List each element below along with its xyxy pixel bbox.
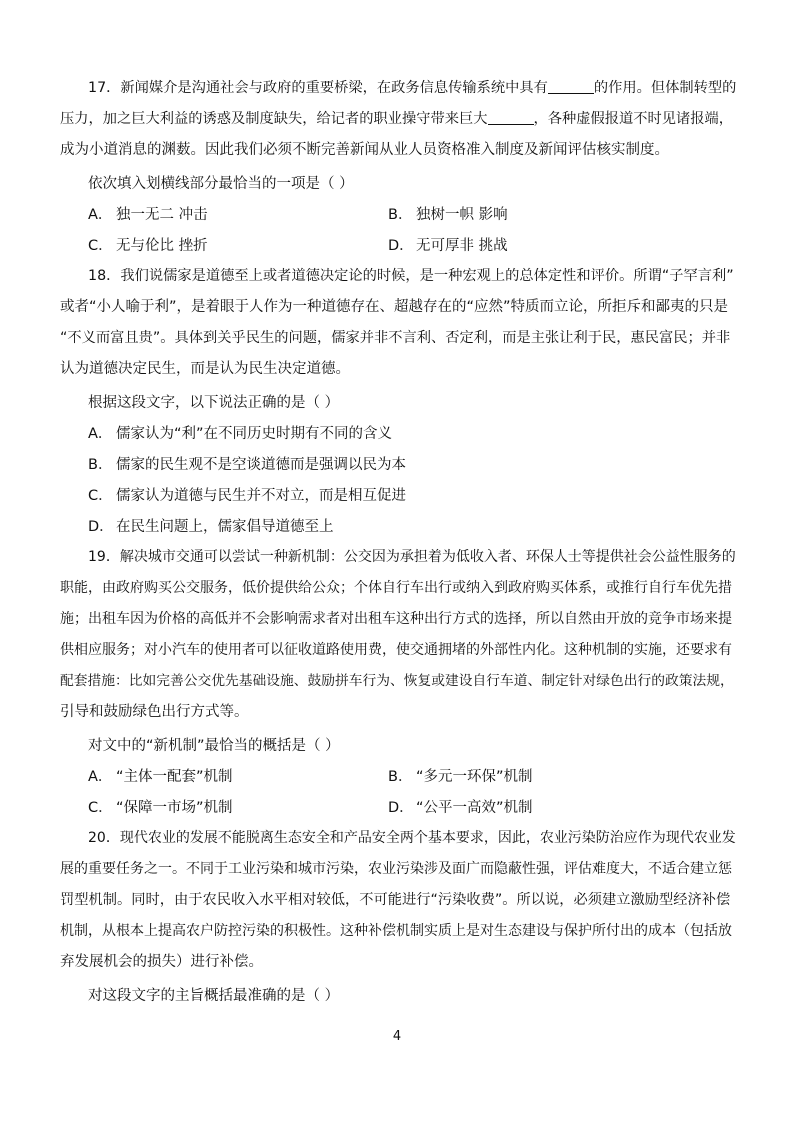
q17-line-2: [60, 109, 733, 129]
q20-line-1: 20．现代农业的发展不能脱离生态安全和产品安全两个基本要求，因此，农业污染防治应作为现代农业发: [88, 830, 736, 846]
q19-line-3: 施；出租车因为价格的高低并不会影响需求者对出租车这种出行方式的选择，所以自然由开放的竞争市场来提: [60, 611, 732, 627]
q18-line-2: 或者“小人喻于利”，是着眼于人作为一种道德存在、超越存在的“应然”特质而立论，所拒斥和鄙夷的只是: [60, 299, 729, 315]
q17-option-c: C． 无与伦比 挫折: [88, 238, 208, 254]
q20-line-4: 机制，从根本上提高农户防控污染的积极性。这种补偿机制实质上是对生态建设与保护所付出的成本（包括放: [60, 923, 732, 939]
q18-option-a: A． 儒家认为“利”在不同历史时期有不同的含义: [88, 426, 393, 442]
q17-text-part-b: 的作用。但体制转型的: [593, 80, 737, 96]
q17-option-b: B． 独树一帜 影响: [388, 207, 508, 223]
q18-option-d: D． 在民生问题上，儒家倡导道德至上: [88, 519, 334, 535]
q19-option-c: C． “保障一市场”机制: [88, 800, 233, 816]
q18-line-3: “不义而富且贵”。具体到关乎民生的问题，儒家并非不言利、否定利，而是主张让利于民，惠民富民；并非: [60, 330, 731, 346]
q17-line-3: 成为小道消息的渊薮。因此我们必须不断完善新闻从业人员资格准入制度及新闻评估核实制度。: [60, 142, 669, 158]
q18-question-stem: 根据这段文字，以下说法正确的是（ ）: [88, 395, 340, 411]
q20-question-stem: 对这段文字的主旨概括最准确的是（ ）: [88, 988, 340, 1004]
q17-blank-1: [548, 79, 594, 94]
q18-line-4: 认为道德决定民生，而是认为民生决定道德。: [60, 361, 350, 377]
page-number: 4: [392, 1029, 402, 1044]
q20-line-5: 弃发展机会的损失）进行补偿。: [60, 954, 263, 970]
q17-blank-2: [488, 110, 534, 125]
q19-option-d: D． “公平一高效”机制: [388, 800, 533, 816]
q19-line-2: 职能，由政府购买公交服务，低价提供给公众；个体自行车出行或纳入到政府购买体系，或推行自行车优先措: [60, 580, 732, 596]
q17-text-part-a: 17．新闻媒介是沟通社会与政府的重要桥梁，在政务信息传输系统中具有: [88, 80, 548, 96]
q17-option-a: A． 独一无二 冲击: [88, 207, 208, 223]
q19-line-1: 19．解决城市交通可以尝试一种新机制：公交因为承担着为低收入者、环保人士等提供社会公益性服务的: [88, 549, 736, 565]
q17-question-stem: 依次填入划横线部分最恰当的一项是（ ）: [88, 176, 354, 192]
q19-option-a: A． “主体一配套”机制: [88, 769, 233, 785]
q17-line2-part-a: 压力，加之巨大利益的诱惑及制度缺失，给记者的职业操守带来巨大: [60, 111, 488, 127]
q19-question-stem: 对文中的“新机制”最恰当的概括是（ ）: [88, 738, 340, 754]
q19-line-5: 配套措施：比如完善公交优先基础设施、鼓励拼车行为、恢复或建设自行车道、制定针对绿色出行的政策法规，: [60, 673, 734, 689]
q20-line-2: 展的重要任务之一。不同于工业污染和城市污染，农业污染涉及面广而隐蔽性强，评估难度大，不适合建立惩: [60, 861, 732, 877]
q17-line2-part-b: ，各种虚假报道不时见诸报端，: [533, 111, 734, 127]
q18-option-c: C． 儒家认为道德与民生并不对立，而是相互促进: [88, 488, 406, 504]
q19-line-6: 引导和鼓励绿色出行方式等。: [60, 704, 249, 720]
q17-line-1: [88, 78, 736, 98]
q20-line-3: 罚型机制。同时，由于农民收入水平相对较低，不可能进行“污染收费”。所以说，必须建立激励型经济补偿: [60, 892, 731, 908]
q19-line-4: 供相应服务；对小汽车的使用者可以征收道路使用费，使交通拥堵的外部性内化。这种机制的实施，还要求有: [60, 642, 732, 658]
q17-option-d: D． 无可厚非 挑战: [388, 238, 508, 254]
q19-option-b: B． “多元一环保”机制: [388, 769, 533, 785]
q18-option-b: B． 儒家的民生观不是空谈道德而是强调以民为本: [88, 457, 406, 473]
q18-line-1: 18．我们说儒家是道德至上或者道德决定论的时候，是一种宏观上的总体定性和评价。所谓“子罕言利”: [88, 268, 734, 284]
